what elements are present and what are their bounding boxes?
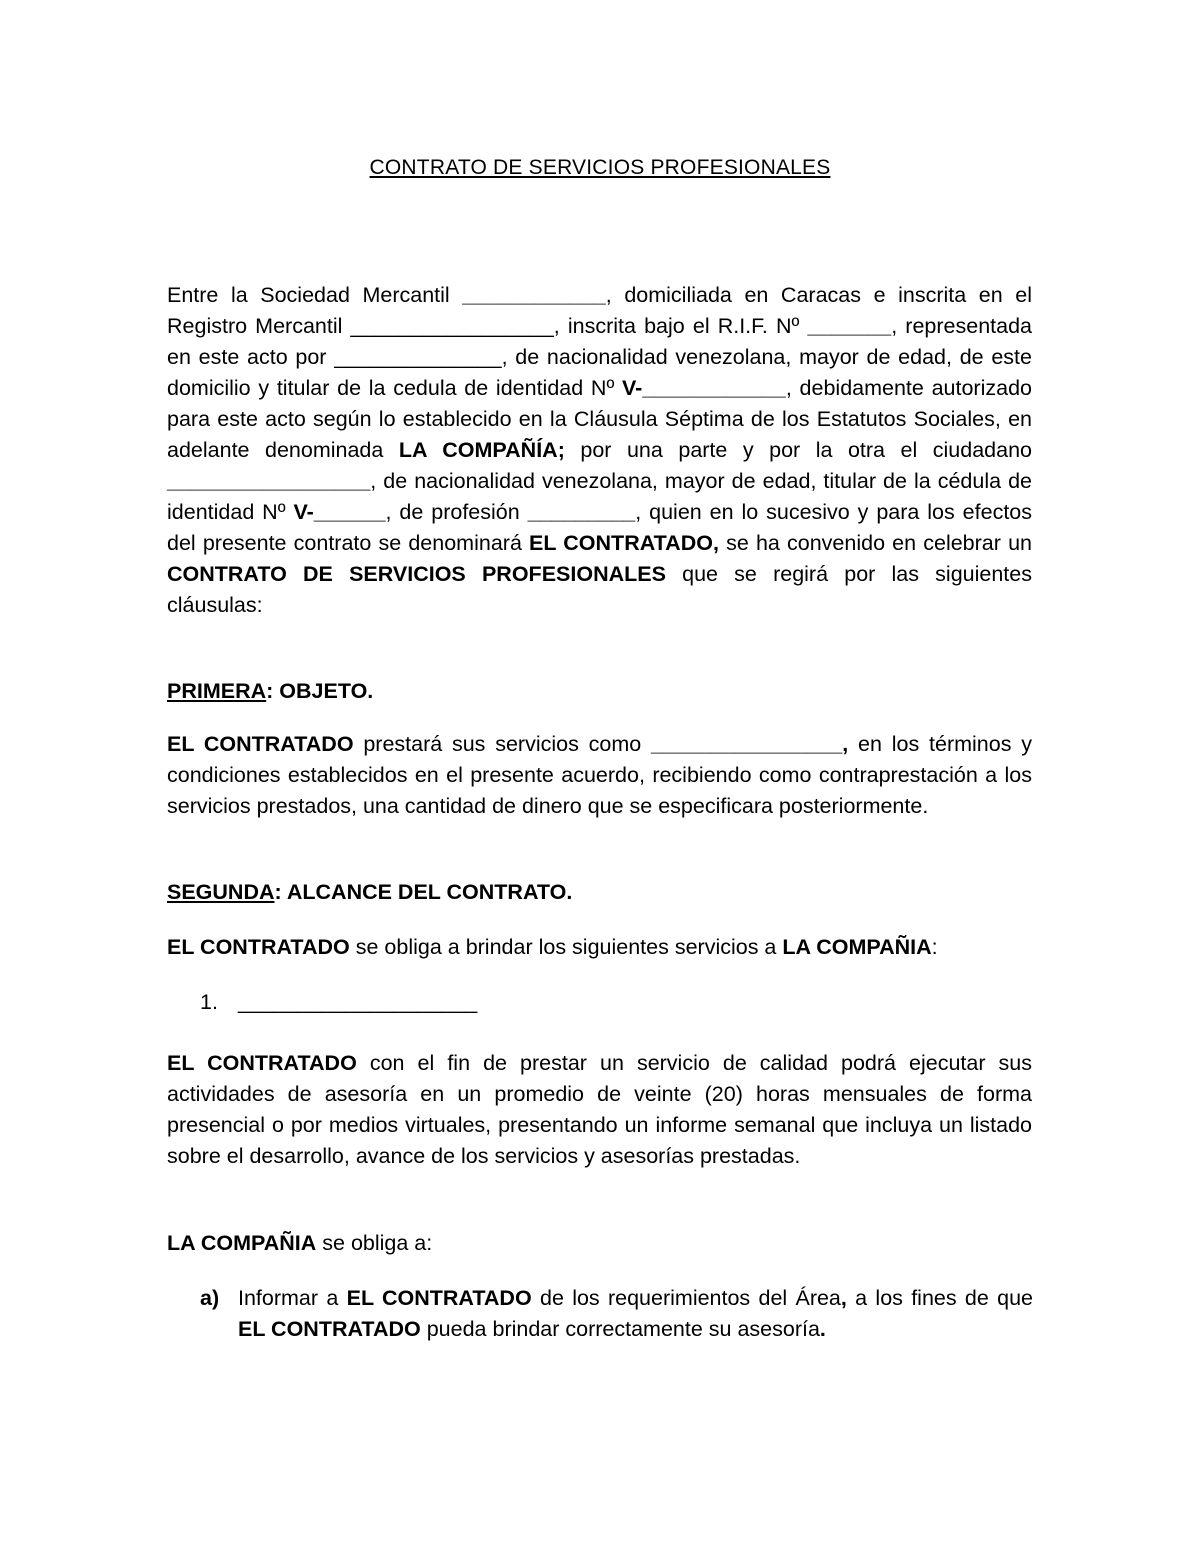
clause-text: a los fines de que	[846, 1286, 1034, 1310]
contractor-term: EL CONTRATADO	[346, 1286, 532, 1310]
rif-blank: _______	[807, 314, 892, 338]
intro-text: , de nacionalidad venezolana, mayor de edad, de este domicilio y titular de la cedula de identidad Nº	[167, 345, 1032, 400]
clause-primera-paragraph	[167, 729, 1032, 822]
intro-text: , inscrita bajo el R.I.F. Nº	[553, 314, 808, 338]
clause-text: pueda brindar correctamente su asesoría	[420, 1317, 820, 1341]
clause-text: prestará sus servicios como	[353, 732, 651, 756]
contractor-term: EL CONTRATADO	[167, 1051, 357, 1075]
clause-text: se obliga a brindar los siguientes servicios a	[349, 935, 783, 959]
intro-text: , quien en lo sucesivo y para los efectos del presente contrato se denominará	[167, 500, 1032, 555]
clause-segunda-paragraph	[167, 1048, 1032, 1172]
document-title: CONTRATO DE SERVICIOS PROFESIONALES	[369, 156, 831, 179]
obligation-item-a	[238, 1283, 1033, 1345]
contractor-name-blank: _________________	[167, 469, 371, 493]
intro-paragraph	[167, 280, 1032, 621]
company-name-blank: ____________	[462, 283, 606, 307]
intro-text: , debidamente autorizado para este acto según lo establecido en la Cláusula Séptima de los Estatutos Sociales, en adelante denominada	[167, 376, 1032, 462]
intro-text: , de nacionalidad venezolana, mayor de edad, titular de la cédula de identidad Nº	[167, 469, 1032, 524]
clause-text: :	[931, 935, 938, 959]
contractor-term: EL CONTRATADO,	[529, 531, 719, 555]
clause-text: en los términos y condiciones establecidos en el presente acuerdo, recibiendo como contraprestación a los servicios prestados, una cantidad de dinero que se especificara posteriormente.	[167, 732, 1032, 818]
clause-primera-heading	[167, 676, 1032, 707]
clause-title: : ALCANCE DEL CONTRATO.	[274, 880, 573, 904]
representative-id-blank: V-____________	[622, 376, 786, 400]
intro-text: , representada en este acto por	[167, 314, 1032, 369]
company-obligations-intro	[167, 1228, 1032, 1259]
company-term: LA COMPAÑIA	[167, 1231, 317, 1255]
company-term: LA COMPAÑIA	[782, 935, 932, 959]
contractor-term: EL CONTRATADO	[238, 1317, 421, 1341]
intro-text: por una parte y por la otra el ciudadano	[564, 438, 1033, 462]
service-role-blank: ________________,	[650, 732, 849, 756]
contract-name: CONTRATO DE SERVICIOS PROFESIONALES	[167, 562, 666, 586]
clause-segunda-intro	[167, 932, 1032, 963]
profession-blank: _________	[527, 500, 636, 524]
intro-text: , domiciliada en Caracas e inscrita en el Registro Mercantil	[167, 283, 1032, 338]
punctuation: ,	[840, 1286, 847, 1310]
clause-number: SEGUNDA	[167, 880, 275, 904]
registry-blank: _________________	[350, 314, 554, 338]
contractor-id-blank: V-______	[293, 500, 386, 524]
contractor-term: EL CONTRATADO	[167, 935, 350, 959]
clause-text: se obliga a:	[316, 1231, 433, 1255]
clause-segunda-heading	[167, 877, 1032, 908]
clause-title: : OBJETO.	[266, 679, 374, 703]
intro-text: Entre la Sociedad Mercantil	[167, 283, 463, 307]
representative-blank: ______________	[334, 345, 502, 369]
list-item-letter: a)	[200, 1286, 220, 1310]
contractor-term: EL CONTRATADO	[167, 732, 354, 756]
clause-text: de los requerimientos del Área	[531, 1286, 841, 1310]
clause-number: PRIMERA	[167, 679, 267, 703]
intro-text: se ha convenido en celebrar un	[718, 531, 1032, 555]
company-term: LA COMPAÑÍA;	[398, 438, 565, 462]
list-item-number: 1.	[200, 990, 218, 1014]
intro-text: , de profesión	[385, 500, 528, 524]
punctuation: .	[819, 1317, 826, 1341]
intro-text: que se regirá por las siguientes cláusulas:	[167, 562, 1032, 617]
clause-text: con el fin de prestar un servicio de calidad podrá ejecutar sus actividades de asesoría en un promedio de veinte (20) horas mensuales de forma presencial o por medios virtuales, presentando un informe semanal que incluya un listado sobre el desarrollo, avance de los servicios y asesorías prestadas.	[167, 1051, 1032, 1168]
clause-text: Informar a	[238, 1286, 347, 1310]
list-item-blank: ____________________	[238, 990, 478, 1014]
